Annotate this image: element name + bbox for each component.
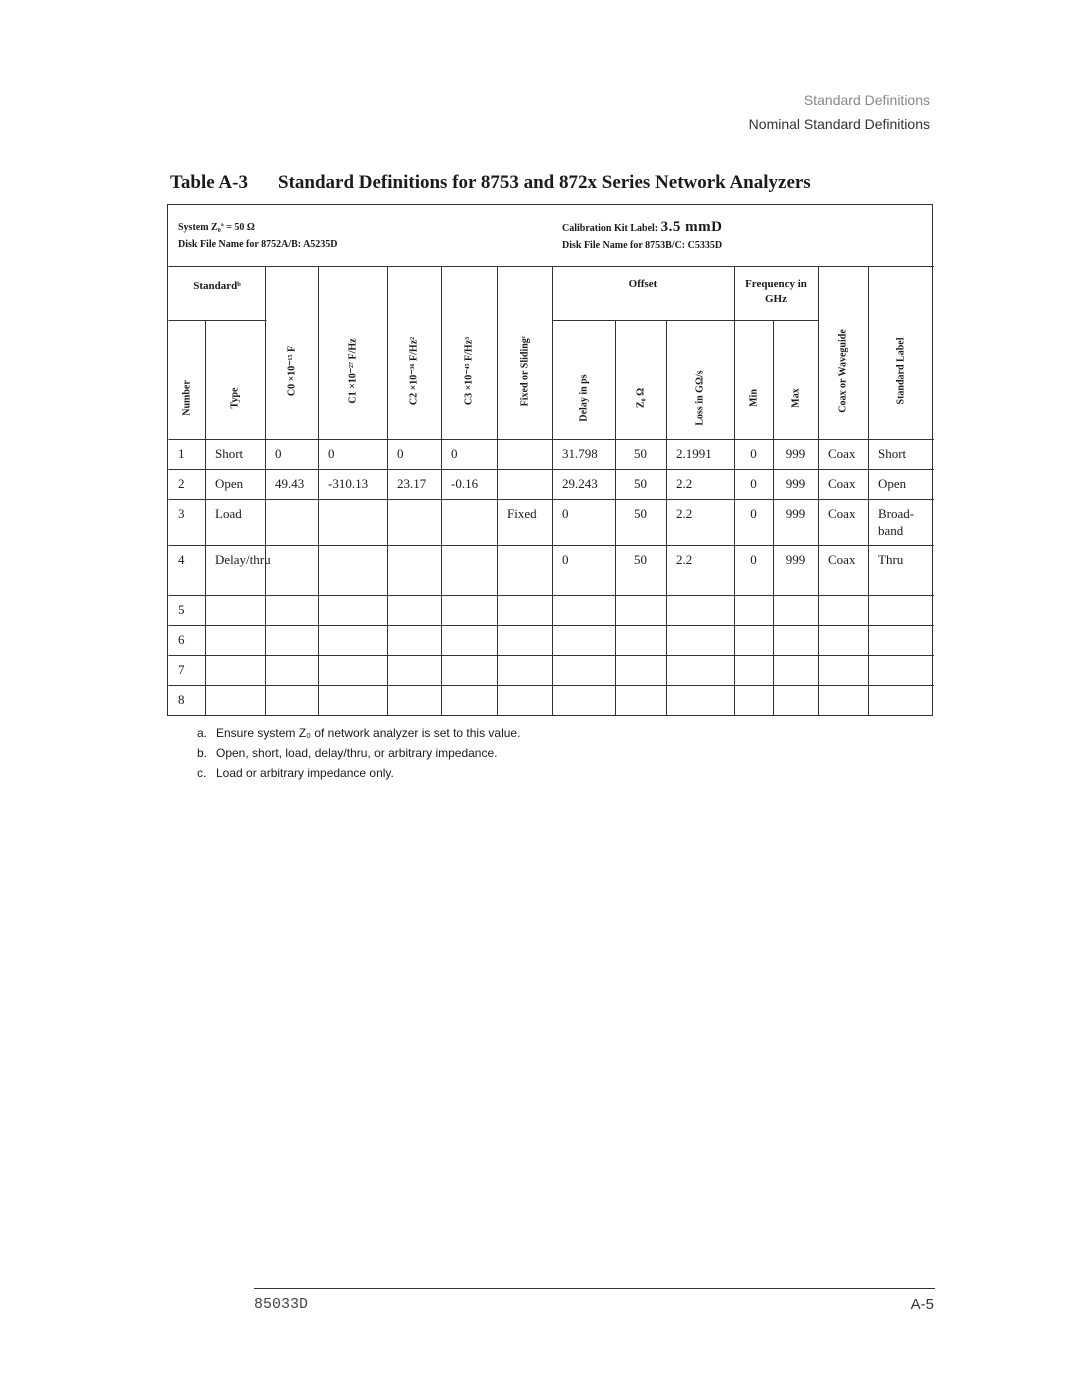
doc-number: 85033D bbox=[254, 1296, 309, 1313]
system-z0: System Z₀ª = 50 Ω bbox=[178, 222, 255, 233]
table-cell-r3-c2: Load bbox=[215, 506, 242, 521]
disk-file-name-b: Disk File Name for 8753B/C: C5335D bbox=[562, 240, 723, 251]
table-cell-r7-c1: 7 bbox=[178, 662, 185, 677]
group-header-standard: Standardᵇ bbox=[193, 280, 241, 292]
table-number: Table A-3 bbox=[170, 172, 248, 193]
table-cell-r1-c10: 2.1991 bbox=[676, 446, 712, 461]
table-cell-r3-c14: Broad-band bbox=[878, 506, 915, 538]
running-head-subsection: Nominal Standard Definitions bbox=[748, 116, 930, 132]
table-cell-r3-c10: 2.2 bbox=[676, 506, 693, 521]
group-header-offset: Offset bbox=[628, 278, 658, 290]
table-cell-r4-c13: Coax bbox=[828, 552, 856, 567]
table-cell-r2-c14: Open bbox=[878, 476, 907, 491]
column-header-9: Loss in GΩ/s bbox=[694, 369, 706, 426]
table-cell-r2-c11: 0 bbox=[750, 476, 757, 491]
table-cell-r2-c2: Open bbox=[215, 476, 244, 491]
standard-definitions-table bbox=[167, 204, 933, 716]
table-cell-r2-c8: 29.243 bbox=[562, 476, 598, 491]
table-cell-r3-c13: Coax bbox=[828, 506, 856, 521]
table-cell-r3-c9: 50 bbox=[634, 506, 647, 521]
table-cell-r1-c3: 0 bbox=[275, 446, 282, 461]
table-cell-r1-c5: 0 bbox=[397, 446, 404, 461]
table-cell-r2-c6: -0.16 bbox=[451, 476, 479, 491]
table-cell-r6-c1: 6 bbox=[178, 632, 185, 647]
table-cell-r4-c8: 0 bbox=[562, 552, 569, 567]
table-cell-r4-c14: Thru bbox=[878, 552, 904, 567]
column-header-11: Max bbox=[790, 387, 801, 408]
column-header-4: C2 ×10⁻³⁶ F/Hz² bbox=[408, 336, 420, 405]
table-cell-r1-c2: Short bbox=[215, 446, 244, 461]
column-header-1: Type bbox=[229, 387, 241, 408]
table-cell-r1-c13: Coax bbox=[828, 446, 856, 461]
column-header-13: Standard Label bbox=[895, 337, 907, 404]
table-cell-r3-c1: 3 bbox=[178, 506, 185, 521]
table-cell-r2-c12: 999 bbox=[785, 476, 806, 491]
running-head-section: Standard Definitions bbox=[803, 92, 930, 108]
table-cell-r3-c12: 999 bbox=[785, 506, 806, 521]
footer-rule bbox=[254, 1288, 935, 1289]
table-title bbox=[170, 172, 811, 194]
table-cell-r4-c9: 50 bbox=[634, 552, 647, 567]
table-cell-r2-c5: 23.17 bbox=[397, 476, 427, 491]
table-title-text: Standard Definitions for 8753 and 872x Series Network Analyzers bbox=[278, 172, 811, 193]
table-cell-r2-c9: 50 bbox=[634, 476, 647, 491]
table-cell-r1-c4: 0 bbox=[328, 446, 335, 461]
table-cell-r2-c3: 49.43 bbox=[275, 476, 305, 491]
table-cell-r1-c6: 0 bbox=[451, 446, 458, 461]
calibration-kit-value: 3.5 mmD bbox=[660, 219, 723, 235]
table-cell-r1-c1: 1 bbox=[178, 446, 185, 461]
table-cell-r4-c1: 4 bbox=[178, 552, 185, 567]
table-cell-r4-c2: Delay/thru bbox=[215, 552, 271, 567]
column-header-12: Coax or Waveguide bbox=[837, 328, 849, 413]
table-cell-r1-c8: 31.798 bbox=[562, 446, 598, 461]
column-header-5: C3 ×10⁻⁴⁵ F/Hz³ bbox=[463, 336, 475, 405]
footnote-c: c. Load or arbitrary impedance only. bbox=[197, 766, 394, 780]
table-cell-r8-c1: 8 bbox=[178, 692, 185, 707]
table-cell-r5-c1: 5 bbox=[178, 602, 185, 617]
group-header-frequency: Frequency in GHz bbox=[745, 278, 807, 305]
footnote-a: a. Ensure system Z₀ of network analyzer is set to this value. bbox=[197, 726, 521, 740]
table-cell-r1-c9: 50 bbox=[634, 446, 647, 461]
table-cell-r3-c7: Fixed bbox=[507, 506, 537, 521]
footnotes bbox=[197, 723, 520, 783]
footnote-b: b. Open, short, load, delay/thru, or arbitrary impedance. bbox=[197, 746, 498, 760]
column-header-2: C0 ×10⁻¹⁵ F bbox=[286, 345, 297, 396]
calibration-kit-label: Calibration Kit Label: bbox=[562, 223, 659, 234]
column-header-8: Z₀ Ω bbox=[635, 387, 646, 408]
table-cell-r2-c10: 2.2 bbox=[676, 476, 693, 491]
column-header-10: Min bbox=[748, 388, 759, 407]
table-cell-r2-c1: 2 bbox=[178, 476, 185, 491]
table-cell-r1-c12: 999 bbox=[785, 446, 806, 461]
page-number: A-5 bbox=[910, 1296, 934, 1313]
disk-file-name-a: Disk File Name for 8752A/B: A5235D bbox=[178, 239, 338, 250]
table-cell-r4-c10: 2.2 bbox=[676, 552, 693, 567]
table-cell-r1-c11: 0 bbox=[750, 446, 757, 461]
column-header-7: Delay in ps bbox=[578, 373, 589, 422]
table-cell-r3-c11: 0 bbox=[750, 506, 757, 521]
table-cell-r4-c11: 0 bbox=[750, 552, 757, 567]
column-header-3: C1 ×10⁻²⁷ F/Hz bbox=[347, 337, 358, 404]
table-cell-r4-c12: 999 bbox=[785, 552, 806, 567]
column-header-0: Number bbox=[181, 379, 192, 416]
table-cell-r1-c14: Short bbox=[878, 446, 907, 461]
column-header-6: Fixed or Slidingᶜ bbox=[519, 335, 530, 406]
table-cell-r3-c8: 0 bbox=[562, 506, 569, 521]
table-cell-r2-c13: Coax bbox=[828, 476, 856, 491]
table-cell-r2-c4: -310.13 bbox=[328, 476, 369, 491]
